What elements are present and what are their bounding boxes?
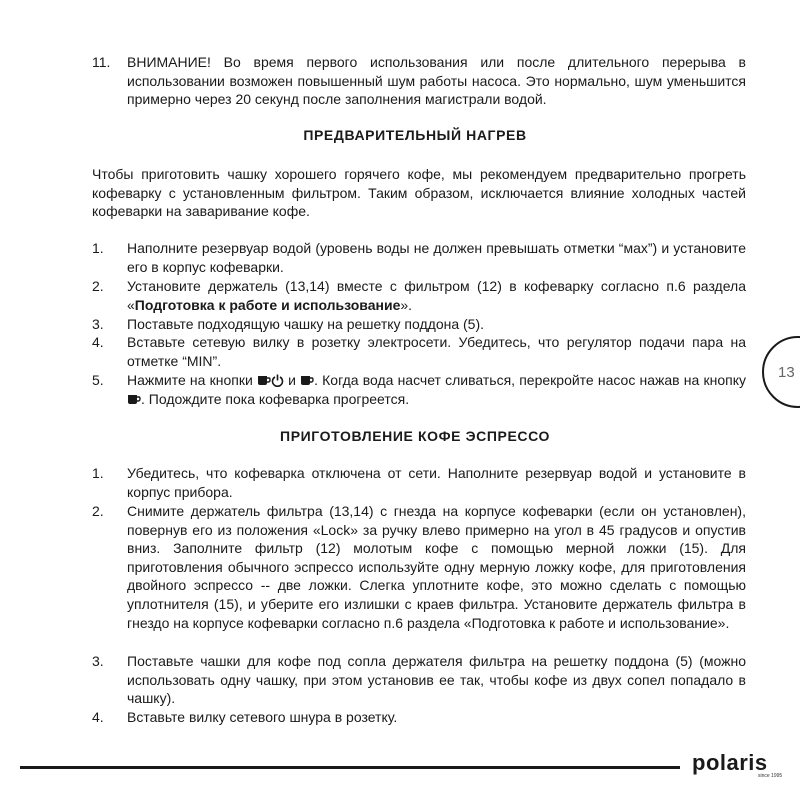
preheat-intro: Чтобы приготовить чашку хорошего горячего кофе, мы рекомендуем предварительно прогреть кофеварку с установленным фильтром. Таким образом, исключается влияние холодных частей кофеварки на заваривание кофе. [92,166,746,220]
item-text: Вставьте вилку сетевого шнура в розетку. [127,709,398,725]
list-item [92,502,746,632]
item-text [127,277,746,314]
item-text-part: . Когда вода насчет сливаться, перекройте насос нажав на кнопку [314,372,746,388]
section-heading-espresso: ПРИГОТОВЛЕНИЕ КОФЕ ЭСПРЕССО [280,428,550,444]
page-number: 13 [778,364,795,381]
item-text: Снимите держатель фильтра (13,14) с гнезда на корпусе кофеварки (если он установлен), повернув его из положения «Lock» за ручку влево примерно на угол в 45 градусов и опустив вниз. Заполните фильтр (12) молотым кофе с помощью мерной ложки (15). Для приготовления обычного эспрессо используйте одну мерную ложку кофе, для приготовления двойного эспрессо -- две ложки. Слегка уплотните кофе, это можно сделать с помощью уплотнителя (15), и уберите его излишки с краев фильтра. Установите держатель фильтра в гнездо на корпусе кофеварки согласно п.6 раздела «Подготовка к работе и использование». [127,503,746,631]
item-text: Поставьте чашки для кофе под сопла держателя фильтра на решетку поддона (5) (можно использовать одну чашку, при этом установив ее так, чтобы кофе из двух сопел попадало в чашку). [127,653,746,707]
item-number: 4. [92,709,104,725]
item-text-part: и [283,372,301,388]
footer-divider [20,766,680,769]
item-text: Поставьте подходящую чашку на решетку поддона (5). [127,316,485,332]
item-number: 1. [92,240,104,256]
item-number: 3. [92,653,104,669]
item-text-part: Нажмите на кнопки [127,372,257,388]
item-number: 2. [92,278,104,294]
list-item [92,371,746,408]
item-number: 4. [92,334,104,350]
brand-logo: polaris [692,750,768,775]
list-item [92,277,746,314]
item-text: Наполните резервуар водой (уровень воды не должен превышать отметки “мах”) и установите его в корпус кофеварки. [127,240,746,275]
item-text-part: . Подождите пока кофеварка прогреется. [141,390,410,407]
item-number: 5. [92,372,104,388]
cup-icon [127,393,141,406]
list-item [92,652,746,708]
item-number: 3. [92,316,104,332]
item-text [127,371,746,408]
brand-tagline: since 1995 [758,773,783,779]
item-number: 2. [92,503,104,519]
item-number: 1. [92,465,104,481]
list-item [92,708,746,727]
list-item [92,315,746,334]
cup-icon [257,374,271,387]
list-item [92,464,746,501]
list-item [92,333,746,370]
item-number: 11. [92,54,111,70]
item-text: Убедитесь, что кофеварка отключена от сети. Наполните резервуар водой и установите в корпус прибора. [127,465,746,500]
item-text: ВНИМАНИЕ! Во время первого использования или после длительного перерыва в использовании возможен повышенный шум работы насоса. Это нормально, шум уменьшится примерно через 20 секунд после заполнения магистрали водой. [127,54,746,108]
section-heading-preheat: ПРЕДВАРИТЕЛЬНЫЙ НАГРЕВ [303,127,527,143]
warning-item [92,53,746,109]
power-icon [271,374,284,387]
cup-icon [300,374,314,387]
section-reference: Подготовка к работе и использование [134,296,401,313]
item-text-part: ». [400,296,413,313]
list-item [92,239,746,276]
item-text: Вставьте сетевую вилку в розетку электросети. Убедитесь, что регулятор подачи пара на отметке “MIN”. [127,334,746,369]
item-text-part: Установите держатель (13,14) вместе с фильтром (12) в кофеварку согласно п.6 раздела « [127,278,746,313]
